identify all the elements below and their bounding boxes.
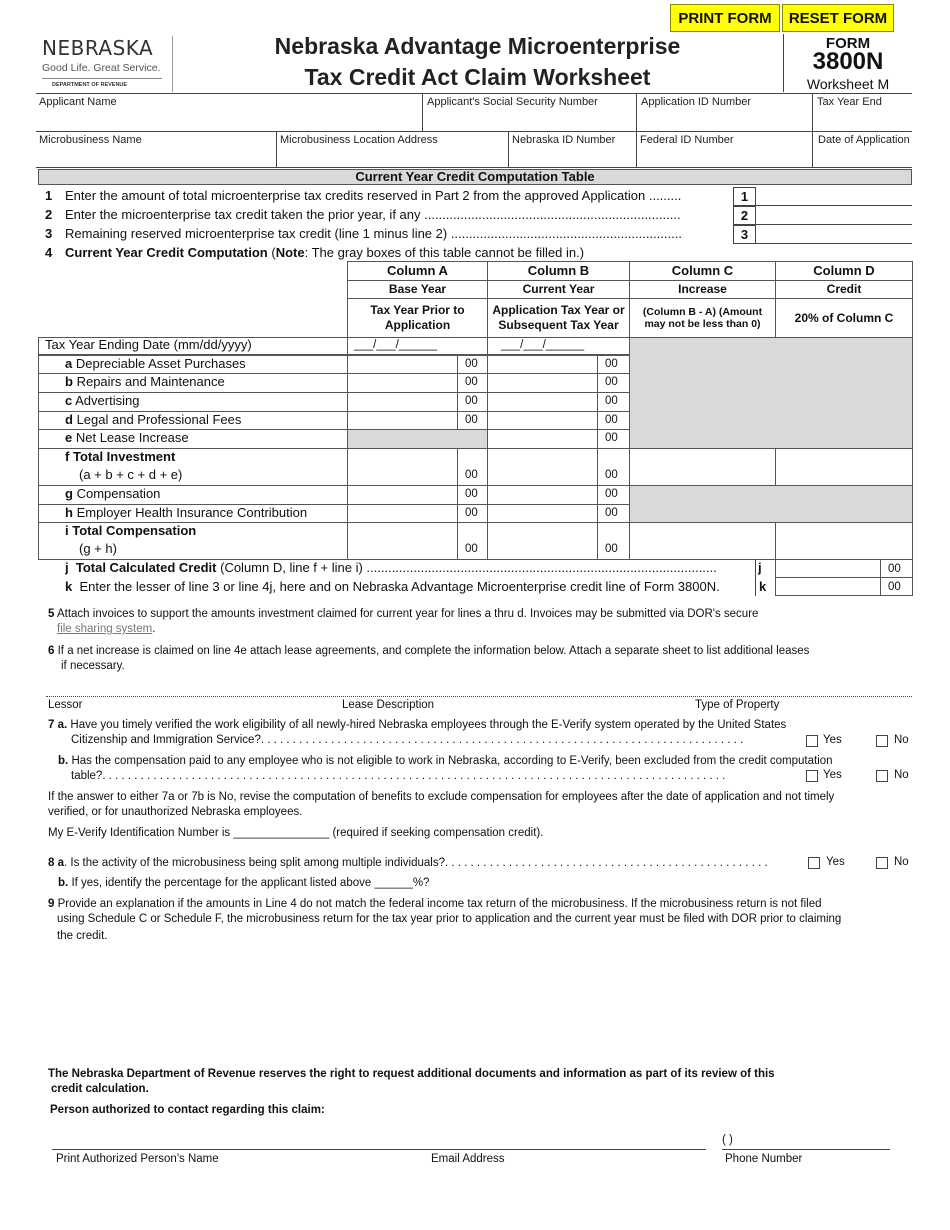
7b-yes-checkbox[interactable]: [806, 770, 818, 782]
7a-no-label: No: [894, 734, 909, 746]
row-k-text: Enter the lesser of line 3 or line 4j, here and on Nebraska Advantage Microenterprise credit line of Form 3800N.: [79, 579, 720, 594]
7a-yes-checkbox[interactable]: [806, 735, 818, 747]
line-3-text: Remaining reserved microenterprise tax credit (line 1 minus line 2) ................................................................: [65, 226, 682, 241]
header-divider: [508, 131, 509, 167]
line-4-note-text: : The gray boxes of this table cannot be filled in.): [304, 245, 585, 260]
item-9: [48, 897, 822, 912]
column-header: Column C: [629, 261, 776, 281]
nebraska-logo: NEBRASKA: [42, 36, 154, 60]
logo-tagline: Good Life. Great Service.: [42, 62, 161, 74]
item-9-line2: using Schedule C or Schedule F, the microbusiness return for the tax year prior to application and the current year must be filed with DOR prior to claiming: [57, 913, 842, 925]
header-divider: [636, 93, 637, 131]
col-a-disabled-cell: [347, 429, 488, 449]
line-number: 4: [45, 245, 53, 260]
8a-no-checkbox[interactable]: [876, 857, 888, 869]
col-b-date-blank[interactable]: ___/___/______: [501, 339, 585, 351]
item-9-line1: Provide an explanation if the amounts in Line 4 do not match the federal income tax return of the microbusiness. If the microbusiness return is not filed: [57, 898, 822, 910]
row-letter: h: [65, 505, 73, 520]
row-text: Repairs and Maintenance: [76, 374, 225, 389]
col-b-cents: 00: [605, 376, 618, 388]
line-3-input[interactable]: [756, 243, 912, 244]
row-text-formula: (a + b + c + d + e): [79, 467, 183, 482]
form-label: FORM: [825, 35, 871, 52]
8a-yes-checkbox[interactable]: [808, 857, 820, 869]
col-a-date-blank[interactable]: ___/___/______: [354, 339, 438, 351]
row-label: [65, 412, 241, 427]
jk-divider: [755, 559, 756, 596]
col-b-input[interactable]: [487, 355, 598, 374]
contact-phone-label: Phone Number: [725, 1153, 803, 1165]
federal-id-field[interactable]: Federal ID Number: [640, 134, 734, 146]
row-letter: c: [65, 393, 73, 408]
row-k-input[interactable]: [775, 577, 881, 596]
col-b-input[interactable]: [487, 392, 598, 412]
row-j-label: [65, 560, 755, 575]
applicant-name-field[interactable]: Applicant Name: [39, 96, 117, 108]
paragraph-7-line2: verified, or for unauthorized Nebraska employees.: [48, 806, 303, 818]
col-b-cents: 00: [605, 543, 618, 555]
item-8a-text: . Is the activity of the microbusiness being split among multiple individuals?. . . . . . . . . . . . . . . . . . . . . . . . . . . . . . . . . . . . . . . . . . . . . . . . . . .: [64, 857, 768, 869]
7a-no-checkbox[interactable]: [876, 735, 888, 747]
row-k-letter: k: [65, 579, 73, 594]
col-b-cents: 00: [605, 414, 618, 426]
col-b-cents: 00: [605, 507, 618, 519]
row-k-box-letter: k: [759, 579, 767, 594]
line-2-input[interactable]: [756, 224, 912, 225]
header-top-rule: [36, 93, 912, 94]
row-label: [65, 449, 175, 464]
col-d-input[interactable]: [775, 522, 913, 560]
column-description: [775, 298, 913, 338]
nebraska-id-field[interactable]: Nebraska ID Number: [512, 134, 616, 146]
row-letter: b: [65, 374, 73, 389]
form-worksheet: Worksheet M: [806, 76, 890, 92]
column-subheader: Increase: [629, 280, 776, 299]
8a-no-label: No: [894, 856, 909, 868]
item-8b: [58, 876, 429, 891]
form-number: 3800N: [812, 48, 884, 75]
column-subheader: Credit: [775, 280, 913, 299]
column-description: [487, 298, 630, 338]
col-b-input[interactable]: [487, 522, 598, 560]
8a-yes-label: Yes: [826, 856, 845, 868]
item-6: [48, 644, 809, 659]
line-number: 2: [45, 207, 53, 222]
item-8a: [48, 856, 798, 871]
logo-separator: [172, 36, 173, 92]
print-form-button[interactable]: PRINT FORM: [670, 4, 780, 32]
header-divider: [422, 93, 423, 131]
item-7a-text2: Citizenship and Immigration Service?. . . . . . . . . . . . . . . . . . . . . . . . . . . . . . . . . . . . . . . . . . . . . . . . . . . . . . . . . . . . . . . . . . . . . . . . . . . .: [71, 734, 744, 746]
row-letter: d: [65, 412, 73, 427]
row-text: Legal and Professional Fees: [76, 412, 242, 427]
col-a-cents: 00: [465, 414, 478, 426]
item-5-text: Attach invoices to support the amounts investment claimed for current year for lines a thru d. Invoices may be submitted via DOR's secure: [56, 608, 759, 620]
col-a-input[interactable]: [347, 448, 458, 486]
item-5: [48, 607, 758, 622]
col-b-input[interactable]: [487, 485, 598, 505]
contact-name-email-line[interactable]: [52, 1149, 706, 1150]
row-label: [65, 356, 246, 371]
item-6-text: If a net increase is claimed on line 4e attach lease agreements, and complete the information below. Attach a separate sheet to list additional leases: [57, 645, 810, 657]
page-title-line2: Tax Credit Act Claim Worksheet: [304, 64, 651, 90]
item-7b: [58, 754, 833, 769]
row-k-cents: 00: [888, 581, 901, 593]
header-bottom-rule: [36, 167, 912, 168]
col-a-input[interactable]: [347, 355, 458, 374]
7b-no-checkbox[interactable]: [876, 770, 888, 782]
line-4-paren: (: [271, 245, 276, 260]
7a-yes-label: Yes: [823, 734, 842, 746]
line-number: 1: [45, 188, 53, 203]
item-5-after: .: [152, 623, 156, 635]
col-b-input[interactable]: [487, 504, 598, 523]
location-address-field[interactable]: Microbusiness Location Address: [280, 134, 438, 146]
header-divider: [276, 131, 277, 167]
row-text-formula: (g + h): [79, 541, 117, 556]
col-a-cents: 00: [465, 395, 478, 407]
reset-form-button[interactable]: RESET FORM: [782, 4, 894, 32]
header-divider: [636, 131, 637, 167]
date-row-label: Tax Year Ending Date (mm/dd/yyyy): [45, 337, 252, 352]
col-a-input[interactable]: [347, 504, 458, 523]
col-c-input[interactable]: [629, 448, 776, 486]
row-letter: e: [65, 430, 73, 445]
logo-divider: [42, 78, 162, 79]
col-a-cents: 00: [465, 543, 478, 555]
gray-disabled-block: [629, 485, 913, 523]
col-c-input[interactable]: [629, 522, 776, 560]
row-label: [65, 393, 139, 408]
line-4-bold: Current Year Credit Computation: [65, 245, 268, 260]
paragraph-7-line1: If the answer to either 7a or 7b is No, revise the computation of benefits to exclude compensation for employees after the date of application and not timely: [48, 791, 835, 803]
row-text: Advertising: [75, 393, 140, 408]
column-subheader: Base Year: [347, 280, 488, 299]
item-7b-text2: table?. . . . . . . . . . . . . . . . . . . . . . . . . . . . . . . . . . . . . . . . . . . . . . . . . . . . . . . . . . . . . . . . . . . . . . . . . . . . . . . . . . . . . . . . . . . . . . . . . .: [71, 770, 726, 782]
tax-year-end-field[interactable]: Tax Year End: [817, 96, 882, 108]
file-sharing-link[interactable]: file sharing system: [57, 623, 153, 635]
row-j-text: (Column D, line f + line i) .................................................................................................: [220, 560, 717, 575]
footer-notice-line2: credit calculation.: [51, 1083, 149, 1095]
line-2-box-number: 2: [733, 206, 756, 225]
item-5-num: 5: [48, 608, 55, 620]
logo-department: DEPARTMENT OF REVENUE: [52, 82, 128, 88]
column-description-text: 20% of Column C: [794, 310, 894, 325]
contact-phone-line[interactable]: [722, 1149, 890, 1150]
item-8b-text[interactable]: If yes, identify the percentage for the applicant listed above ______%?: [71, 877, 430, 889]
lease-entry-line[interactable]: [46, 696, 912, 697]
col-b-cents: 00: [605, 488, 618, 500]
col-a-input[interactable]: [347, 392, 458, 412]
column-description: [629, 298, 776, 338]
col-a-cents: 00: [465, 358, 478, 370]
row-j-letter: j: [65, 560, 69, 575]
row-text: Total Investment: [72, 449, 176, 464]
row-j-input[interactable]: [775, 559, 881, 578]
phone-area-code: ( ): [722, 1134, 733, 1146]
contact-heading: Person authorized to contact regarding this claim:: [50, 1104, 325, 1116]
column-header: Column D: [775, 261, 913, 281]
col-a-cents: 00: [465, 469, 478, 481]
line-4-note: Note: [275, 245, 305, 260]
col-a-input[interactable]: [347, 485, 458, 505]
item-7a-num: 7 a.: [48, 719, 68, 731]
col-a-input[interactable]: [347, 411, 458, 430]
column-description-text: Application Tax Year or Subsequent Tax Year: [492, 303, 625, 332]
row-letter: f: [65, 449, 70, 464]
everify-id-line[interactable]: My E-Verify Identification Number is _______________ (required if seeking compensation credit).: [48, 827, 544, 839]
column-description: [347, 298, 488, 338]
column-description-text: (Column B - A) (Amount may not be less than 0): [642, 306, 763, 330]
lease-description-label: Lease Description: [342, 699, 435, 711]
col-a-cents: 00: [465, 488, 478, 500]
col-d-input[interactable]: [775, 448, 913, 486]
col-a-input[interactable]: [347, 373, 458, 393]
table-title: Current Year Credit Computation Table: [355, 169, 595, 184]
footer-notice-line1: The Nebraska Department of Revenue reserves the right to request additional documents and information as part of its review of this: [48, 1068, 775, 1080]
microbusiness-name-field[interactable]: Microbusiness Name: [39, 134, 142, 146]
column-header: Column B: [487, 261, 630, 281]
col-b-cents: 00: [605, 432, 618, 444]
item-7b-num: b.: [58, 755, 69, 767]
item-8a-num: 8 a: [48, 857, 64, 869]
item-7a-text: Have you timely verified the work eligibility of all newly-hired Nebraska employees through the E-Verify system operated by the United States: [70, 719, 787, 731]
7b-yes-label: Yes: [823, 769, 842, 781]
col-b-input[interactable]: [487, 373, 598, 393]
row-text: Depreciable Asset Purchases: [75, 356, 246, 371]
header-divider: [812, 93, 813, 167]
col-a-input[interactable]: [347, 522, 458, 560]
lease-lessor-label: Lessor: [48, 699, 83, 711]
column-description-text: Tax Year Prior to Application: [370, 303, 465, 332]
line-2-text: Enter the microenterprise tax credit taken the prior year, if any .......................................................................: [65, 207, 681, 222]
date-of-application-field[interactable]: Date of Application: [818, 134, 910, 146]
column-header: Column A: [347, 261, 488, 281]
item-9-line3: the credit.: [57, 930, 108, 942]
column-subheader: Current Year: [487, 280, 630, 299]
7b-no-label: No: [894, 769, 909, 781]
line-number: 3: [45, 226, 53, 241]
row-j-box-letter: j: [758, 560, 762, 575]
row-letter: g: [65, 486, 73, 501]
row-label: [65, 505, 307, 520]
line-4-heading: [65, 245, 584, 260]
contact-name-label: Print Authorized Person's Name: [56, 1153, 219, 1165]
col-b-cents: 00: [605, 469, 618, 481]
row-j-bold: Total Calculated Credit: [75, 560, 217, 575]
row-j-cents: 00: [888, 563, 901, 575]
header-mid-rule: [36, 131, 912, 132]
line-1-text: Enter the amount of total microenterprise tax credits reserved in Part 2 from the approved Application .........: [65, 188, 682, 203]
row-k-label: [65, 579, 720, 594]
item-7b-text: Has the compensation paid to any employee who is not eligible to work in Nebraska, according to E-Verify, been excluded from the credit computation: [71, 755, 833, 767]
col-a-cents: 00: [465, 376, 478, 388]
row-text: Net Lease Increase: [75, 430, 189, 445]
explanation-area[interactable]: [57, 946, 912, 1056]
row-label: [65, 430, 189, 445]
gray-disabled-block: [629, 337, 913, 449]
row-letter: a: [65, 356, 73, 371]
col-a-cents: 00: [465, 507, 478, 519]
item-7a: [48, 718, 786, 733]
item-8b-num: b.: [58, 877, 69, 889]
line-1-input[interactable]: [756, 205, 912, 206]
col-b-cents: 00: [605, 358, 618, 370]
lease-type-label: Type of Property: [695, 699, 780, 711]
line-3-box-number: 3: [733, 225, 756, 244]
row-text: Total Compensation: [72, 523, 197, 538]
ssn-field[interactable]: Applicant's Social Security Number: [427, 96, 598, 108]
row-label: [65, 523, 196, 538]
application-id-field[interactable]: Application ID Number: [641, 96, 752, 108]
item-6-num: 6: [48, 645, 55, 657]
item-5-line2: [57, 622, 155, 637]
row-label: [65, 374, 225, 389]
col-b-input[interactable]: [487, 448, 598, 486]
row-label: [65, 486, 160, 501]
row-text: Compensation: [76, 486, 161, 501]
row-letter: i: [65, 523, 69, 538]
col-b-input[interactable]: [487, 429, 598, 449]
page-title-line1: Nebraska Advantage Microenterprise: [274, 33, 681, 59]
item-6-text2: if necessary.: [61, 660, 125, 672]
row-text: Employer Health Insurance Contribution: [76, 505, 308, 520]
contact-email-label: Email Address: [431, 1153, 505, 1165]
line-1-box-number: 1: [733, 187, 756, 206]
item-9-num: 9: [48, 898, 55, 910]
col-b-cents: 00: [605, 395, 618, 407]
col-b-input[interactable]: [487, 411, 598, 430]
